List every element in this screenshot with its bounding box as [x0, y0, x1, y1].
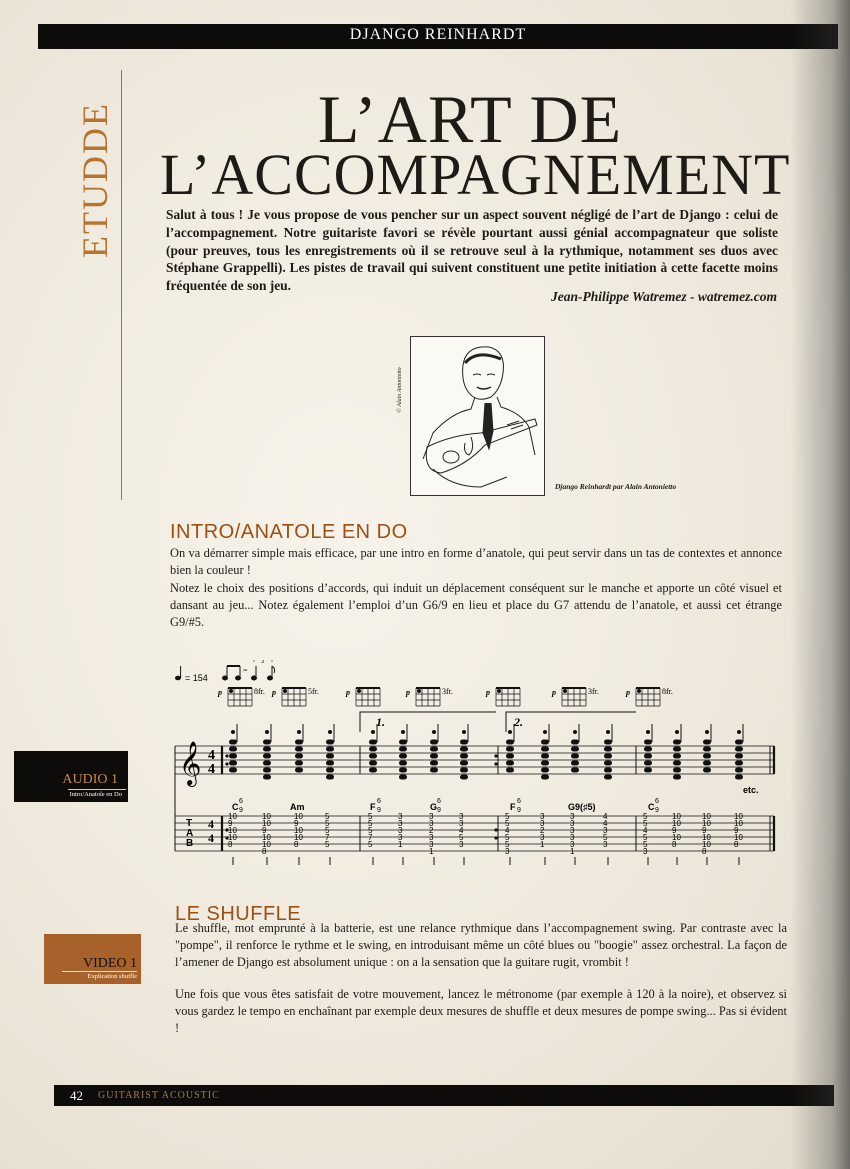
finger-dot [563, 689, 567, 693]
note-head [604, 761, 612, 766]
note-head [229, 768, 237, 773]
tab-fret-number: 8 [262, 847, 267, 856]
fret-position-label: 8fr. [254, 687, 265, 696]
tempo-marking [175, 666, 208, 683]
triplet-mark: 3 [261, 660, 265, 665]
tab-fret-number: 9 [734, 826, 739, 835]
accent-dot [462, 730, 466, 734]
accent-dot [675, 730, 679, 734]
repeat-dot [494, 754, 497, 757]
tab-fret-number: 10 [228, 833, 237, 842]
tab-fret-number: 3 [540, 819, 545, 828]
audio-label: AUDIO 1 [62, 772, 118, 787]
tab-fret-number: 3 [643, 847, 648, 856]
note-head [460, 768, 468, 773]
note-head [295, 747, 303, 752]
ending-label-2: 2. [514, 715, 523, 729]
tab-fret-number: 3 [459, 819, 464, 828]
note-head [430, 768, 438, 773]
note-head [263, 754, 271, 759]
note-head [703, 747, 711, 752]
tab-fret-number: 8 [702, 847, 707, 856]
tab-fret-number: 5 [643, 819, 648, 828]
note-head [430, 754, 438, 759]
pick-mark: p [552, 688, 556, 697]
note-head [263, 740, 271, 745]
header-banner [38, 24, 838, 49]
note-head [604, 747, 612, 752]
chord-name: G9(♯5) [568, 802, 596, 812]
note-head [295, 740, 303, 745]
svg-text:=: = [243, 666, 248, 675]
accent-dot [573, 730, 577, 734]
note-head [229, 754, 237, 759]
note-head [673, 775, 681, 780]
tab-fret-number: 3 [429, 819, 434, 828]
note-head [673, 768, 681, 773]
note-head [735, 775, 743, 780]
note-head [399, 754, 407, 759]
note-head [229, 747, 237, 752]
note-head [430, 761, 438, 766]
tab-letter: B [186, 838, 194, 849]
note-head [673, 761, 681, 766]
tab-fret-number: 10 [262, 840, 271, 849]
chord-superscript: 6 [377, 798, 381, 805]
note-head [460, 754, 468, 759]
accent-dot [737, 730, 741, 734]
tab-fret-number: 5 [505, 819, 510, 828]
tab-fret-number: 1 [398, 840, 403, 849]
note-head [399, 747, 407, 752]
note-head [399, 768, 407, 773]
tab-fret-number: 10 [702, 812, 711, 821]
fret-position-label: 3fr. [442, 687, 453, 696]
tab-fret-number: 10 [672, 812, 681, 821]
tab-fret-number: 5 [459, 833, 464, 842]
note-head [369, 740, 377, 745]
tab-fret-number: 10 [262, 812, 271, 821]
note-head [541, 754, 549, 759]
tab-fret-number: 3 [429, 833, 434, 842]
chord-name: G [430, 802, 438, 812]
tablature-staff [175, 812, 774, 865]
note-head [735, 768, 743, 773]
note-head [460, 747, 468, 752]
chord-subscript: 9 [437, 807, 441, 814]
tab-fret-number: 4 [603, 819, 608, 828]
note-head [735, 761, 743, 766]
finger-dot [229, 689, 233, 693]
note-head [703, 754, 711, 759]
tab-fret-number: 10 [672, 833, 681, 842]
tab-fret-number: 5 [643, 812, 648, 821]
note-head [604, 768, 612, 773]
illustration-copyright [395, 360, 405, 420]
note-head [541, 747, 549, 752]
ending-label-1: 1. [376, 715, 385, 729]
tab-fret-number: 10 [734, 812, 743, 821]
tab-fret-number: 3 [398, 812, 403, 821]
note-head [263, 775, 271, 780]
note-head [369, 747, 377, 752]
finger-dot [417, 689, 421, 693]
note-head [326, 761, 334, 766]
note-head [460, 740, 468, 745]
tab-fret-number: 3 [603, 840, 608, 849]
video-subtitle: Explication shuffle [87, 973, 137, 980]
tab-fret-number: 10 [228, 812, 237, 821]
note-head [644, 761, 652, 766]
tab-fret-number: 5 [325, 819, 330, 828]
tab-fret-number: 10 [262, 819, 271, 828]
note-head [506, 768, 514, 773]
intro-section-paragraph-1: On va démarrer simple mais efficace, par une intro en forme d’anatole, qui peut servir dans un tas de contextes et annonce bien la couleur ! [170, 546, 782, 577]
note-head [644, 747, 652, 752]
audio-track-badge[interactable] [14, 751, 128, 802]
tab-fret-number: 10 [672, 819, 681, 828]
note-head [229, 740, 237, 745]
swing-rhythm-notation [223, 660, 275, 680]
tab-fret-number: 9 [294, 819, 299, 828]
note-head [703, 768, 711, 773]
tab-fret-number: 5 [325, 826, 330, 835]
tab-fret-number: 10 [294, 812, 303, 821]
fret-position-label: 8fr. [662, 687, 673, 696]
note-head [673, 754, 681, 759]
finger-dot [497, 689, 501, 693]
magazine-name: GUITARIST ACOUSTIC [98, 1090, 220, 1101]
pick-mark: p [486, 688, 490, 697]
note-head [369, 761, 377, 766]
shuffle-paragraph-1: Le shuffle, mot emprunté à la batterie, est une relance rythmique dans l’accompagnement swing. Par contraste avec la "pompe", il renforce le rythme et le swing, en introduisant même un côté blues ou "boogie" assez orchestral. La façon de l’amener de Django est absolument unique : on a la sensation que la guitare rugit, vrombit ! [175, 921, 787, 969]
chord-diagrams [217, 687, 673, 706]
tab-fret-number: 8 [734, 840, 739, 849]
video-divider [62, 971, 137, 972]
chord-subscript: 9 [517, 807, 521, 814]
tab-fret-number: 9 [672, 826, 677, 835]
note-head [326, 768, 334, 773]
time-signature-top: 4 [208, 748, 215, 763]
note-head [295, 754, 303, 759]
tab-fret-number: 3 [540, 833, 545, 842]
tab-fret-number: 9 [702, 826, 707, 835]
chord-superscript: 6 [239, 798, 243, 805]
note-head [460, 761, 468, 766]
tab-fret-number: 5 [643, 840, 648, 849]
note-head [326, 740, 334, 745]
tab-fret-number: 9 [262, 826, 267, 835]
tab-fret-number: 3 [570, 819, 575, 828]
tab-fret-number: 5 [368, 812, 373, 821]
finger-dot [283, 689, 287, 693]
tab-fret-number: 4 [505, 826, 510, 835]
tab-fret-number: 8 [228, 840, 233, 849]
note-head [506, 754, 514, 759]
tab-fret-number: 5 [368, 819, 373, 828]
music-score [170, 660, 780, 870]
fret-position-label: 3fr. [588, 687, 599, 696]
note-head [399, 775, 407, 780]
section-heading-shuffle: LE SHUFFLE [175, 903, 302, 925]
note-head [399, 740, 407, 745]
chord-subscript: 9 [377, 807, 381, 814]
note-head [644, 740, 652, 745]
tab-fret-number: 10 [262, 833, 271, 842]
title-line-1: L’ART DE [317, 81, 623, 157]
tab-fret-number: 8 [672, 840, 677, 849]
chord-name: F [510, 802, 516, 812]
tab-fret-number: 5 [643, 833, 648, 842]
note-head [571, 747, 579, 752]
pick-mark: p [272, 688, 276, 697]
accent-dot [401, 730, 405, 734]
note-head [703, 740, 711, 745]
tab-letter: A [186, 828, 194, 839]
pick-mark: p [346, 688, 350, 697]
page-number: 42 [70, 1088, 83, 1103]
note-head [604, 740, 612, 745]
note-head [541, 775, 549, 780]
chord-subscript: 9 [655, 807, 659, 814]
note-head [506, 747, 514, 752]
tempo-text: = 154 [185, 673, 208, 683]
tab-fret-number: 3 [459, 812, 464, 821]
tab-fret-number: 3 [570, 833, 575, 842]
section-tag [60, 90, 130, 270]
chord-name: C [232, 802, 239, 812]
tab-fret-number: 2 [540, 826, 545, 835]
pick-mark: p [626, 688, 630, 697]
tab-fret-number: 10 [294, 826, 303, 835]
note-head [703, 761, 711, 766]
page-gutter-shadow [790, 0, 850, 1169]
note-head [735, 754, 743, 759]
note-head [229, 761, 237, 766]
note-head [263, 747, 271, 752]
tab-fret-number: 4 [459, 826, 464, 835]
tab-letter: T [186, 818, 193, 829]
note-head [369, 754, 377, 759]
note-head [263, 768, 271, 773]
accent-dot [328, 730, 332, 734]
note-head [644, 754, 652, 759]
score-svg [170, 660, 780, 870]
chord-superscript: 6 [655, 798, 659, 805]
tab-fret-number: 3 [570, 840, 575, 849]
accent-dot [265, 730, 269, 734]
note-head [295, 768, 303, 773]
tab-fret-number: 3 [398, 833, 403, 842]
note-head [541, 740, 549, 745]
note-head [295, 761, 303, 766]
portrait-drawing [411, 337, 544, 495]
note-head [326, 747, 334, 752]
ending-bracket-2 [506, 712, 636, 732]
title-line-2: L’ACCOMPAGNEMENT [160, 142, 791, 207]
tab-fret-number: 10 [702, 819, 711, 828]
tab-fret-number: 3 [505, 847, 510, 856]
tab-fret-number: 9 [228, 819, 233, 828]
note-head [571, 761, 579, 766]
tab-fret-number: 2 [429, 826, 434, 835]
footer-bar [54, 1085, 834, 1106]
tab-fret-number: 5 [505, 812, 510, 821]
copyright-text: © Alain Antonietto [397, 367, 403, 413]
note-head [430, 740, 438, 745]
note-head [399, 761, 407, 766]
treble-clef: 𝄞 [179, 743, 202, 785]
note-head [506, 740, 514, 745]
tab-time-top: 4 [208, 817, 214, 831]
tab-fret-number: 5 [505, 833, 510, 842]
note-head [735, 747, 743, 752]
repeat-dot [494, 762, 497, 765]
repeat-dot [225, 754, 228, 757]
tab-fret-number: 3 [540, 812, 545, 821]
intro-paragraph: Salut à tous ! Je vous propose de vous pencher sur un aspect souvent négligé de l’art de Django : celui de l’accompagnement. Notre guitariste favori se révèle pourtant aussi génial accompagnateur que soliste (pour preuves, tous les enregistrements où il se retrouve seul à la rythmique, notamment ses duos avec Stéphane Grappelli). Les pistes de travail qui suivent constituent une petite initiation à cette facette moins fréquentée de son jeu. [166, 207, 778, 294]
note-head [673, 747, 681, 752]
tab-fret-number: 5 [325, 840, 330, 849]
tab-fret-number: 7 [325, 833, 330, 842]
tab-fret-number: 5 [603, 833, 608, 842]
accent-dot [371, 730, 375, 734]
tab-fret-number: 5 [368, 826, 373, 835]
tab-fret-number: 3 [429, 812, 434, 821]
tab-fret-number: 4 [603, 812, 608, 821]
note-head [430, 747, 438, 752]
tab-fret-number: 10 [228, 826, 237, 835]
note-head [673, 740, 681, 745]
video-track-badge[interactable] [44, 934, 141, 984]
chord-name: F [370, 802, 376, 812]
note-head [263, 761, 271, 766]
pick-mark: p [406, 688, 410, 697]
tab-fret-number: 7 [368, 833, 373, 842]
repeat-dot [225, 762, 228, 765]
etc-text: etc. [743, 785, 759, 795]
note-head [369, 768, 377, 773]
note-head [506, 761, 514, 766]
shuffle-paragraph-2: Une fois que vous êtes satisfait de votre mouvement, lancez le métronome (par exemple à 120 à la noire), et observez si vous gardez le tempo en enchaînant par exemple deux mesures de shuffle et deux mesures de pompe swing... Pas si évident ! [175, 987, 787, 1035]
tab-fret-number: 3 [429, 840, 434, 849]
video-label: VIDEO 1 [82, 956, 137, 971]
note-head [460, 775, 468, 780]
audio-divider [68, 789, 126, 790]
note-head [644, 768, 652, 773]
accent-dot [432, 730, 436, 734]
note-head [571, 754, 579, 759]
pick-mark: p [218, 688, 222, 697]
tab-fret-number: 1 [570, 847, 575, 856]
tab-fret-number: 10 [702, 833, 711, 842]
accent-dot [606, 730, 610, 734]
finger-dot [637, 689, 641, 693]
note-head [604, 754, 612, 759]
chord-name: C [648, 802, 655, 812]
note-head [571, 740, 579, 745]
fret-position-label: 5fr. [308, 687, 319, 696]
accent-dot [543, 730, 547, 734]
note-head [541, 768, 549, 773]
accent-dot [231, 730, 235, 734]
portrait-caption: Django Reinhardt par Alain Antonietto [555, 482, 677, 491]
note-head [326, 775, 334, 780]
tab-fret-number: 5 [505, 840, 510, 849]
tab-fret-number: 3 [603, 826, 608, 835]
author-credit: Jean-Philippe Watremez - watremez.com [551, 289, 777, 304]
tab-fret-number: 10 [734, 833, 743, 842]
header-banner-text: DJANGO REINHARDT [349, 26, 527, 43]
tab-fret-number: 3 [570, 812, 575, 821]
tab-fret-number: 3 [570, 826, 575, 835]
tab-time-bottom: 4 [208, 831, 214, 845]
django-portrait-illustration [410, 336, 545, 496]
note-head [571, 768, 579, 773]
accent-dot [646, 730, 650, 734]
section-tag-text: ETUDDE [75, 102, 115, 258]
tab-fret-number: 10 [734, 819, 743, 828]
intro-section-paragraph-2: Notez le choix des positions d’accords, qui induit un déplacement conséquent sur le manche et apporte un côté visuel et dansant au jeu... Notez également l’emploi d’un G6/9 en lieu et place du G7 attendu de l’anatole, et aussi cet étrange G9/#5. [170, 581, 782, 629]
tab-fret-number: 1 [429, 847, 434, 856]
note-head [326, 754, 334, 759]
note-head [604, 775, 612, 780]
tab-fret-number: 3 [398, 819, 403, 828]
tab-fret-number: 10 [294, 833, 303, 842]
finger-dot [357, 689, 361, 693]
accent-dot [508, 730, 512, 734]
accent-dot [297, 730, 301, 734]
section-heading-intro: INTRO/ANATOLE EN DO [170, 521, 408, 543]
chord-superscript: 6 [517, 798, 521, 805]
tab-fret-number: 8 [294, 840, 299, 849]
tab-fret-number: 10 [702, 840, 711, 849]
tab-fret-number: 1 [540, 840, 545, 849]
note-head [735, 740, 743, 745]
tab-fret-number: 4 [643, 826, 648, 835]
chord-subscript: 9 [239, 807, 243, 814]
tab-fret-number: 3 [398, 826, 403, 835]
chord-superscript: 6 [437, 798, 441, 805]
tab-fret-number: 3 [459, 840, 464, 849]
tab-fret-number: 5 [325, 812, 330, 821]
time-signature-bottom: 4 [208, 762, 215, 777]
tab-fret-number: 5 [368, 840, 373, 849]
note-head [541, 761, 549, 766]
audio-subtitle: Intro/Anatole en Do [69, 791, 122, 798]
chord-name: Am [290, 802, 305, 812]
accent-dot [705, 730, 709, 734]
